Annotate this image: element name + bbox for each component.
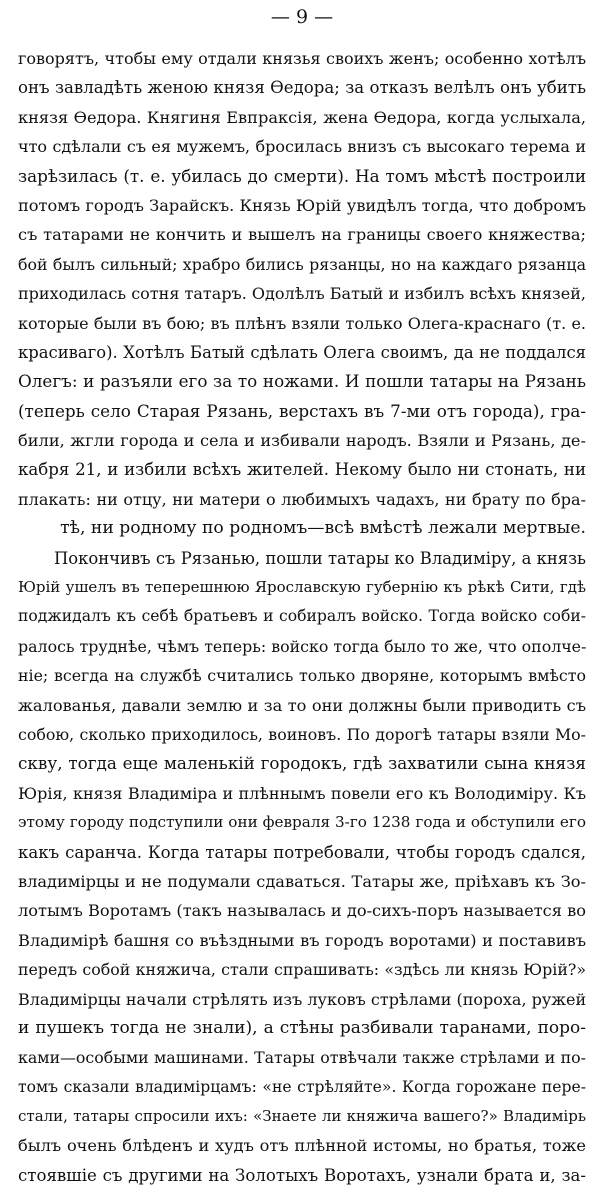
text-line: которые были въ бою; въ плѣнъ взяли только Олега-краснаго (т. е. [18,313,586,333]
text-line: томъ сказали владимірцамъ: «не стрѣляйте». Когда горожане пере- [18,1077,586,1096]
text-line: Владимірцы начали стрѣлять изъ луковъ стрѣлами (пороха, ружей [18,989,586,1009]
text-line: Юрія, князя Владиміра и плѣннымъ повели его къ Володиміру. Къ [18,783,586,803]
text-line: и пушекъ тогда не знали), а стѣны разбивали таранами, поро- [18,1017,586,1038]
text-line: ками—особыми машинами. Татары отвѣчали также стрѣлами и по- [18,1048,586,1068]
text-line: ралось труднѣе, чѣмъ теперь: войско тогда было то же, что ополче- [18,636,586,656]
text-line: онъ завладѣть женою князя Ѳедора; за отказъ велѣлъ онъ убить [18,78,586,98]
text-line: (теперь село Старая Рязань, верстахъ въ 7-ми отъ города), гра- [18,400,586,421]
page-number: — 9 — [270,6,334,28]
text-line: скву, тогда еще маленькій городокъ, гдѣ захватили сына князя [18,753,586,774]
text-line: приходилась сотня татаръ. Одолѣлъ Батый и избилъ всѣхъ князей, [18,284,586,304]
text-line: зарѣзилась (т. е. убилась до смерти). На томъ мѣстѣ построили [18,165,586,186]
text-line: потомъ городъ Зарайскъ. Князь Юрій увидѣлъ тогда, что добромъ [18,195,586,215]
text-line: передъ собой княжича, стали спрашивать: «здѣсь ли князь Юрій?» [18,960,586,980]
text-line: поджидалъ къ себѣ братьевъ и собиралъ войско. Тогда войско соби- [18,607,586,626]
text-line: Покончивъ съ Рязанью, пошли татары ко Владиміру, а князь [54,548,586,568]
text-line: князя Ѳедора. Княгиня Евпраксія, жена Ѳедора, когда услыхала, [18,107,586,127]
text-line: стоявшіе съ другими на Золотыхъ Воротахъ, узнали брата и, за- [18,1165,586,1185]
text-line: красиваго). Хотѣлъ Батый сдѣлать Олега своимъ, да не поддался [18,342,586,362]
text-line: что сдѣлали съ ея мужемъ, бросилась внизъ съ высокаго терема и [18,137,586,157]
text-line: владимірцы и не подумали сдаваться. Татары же, пріѣхавъ къ Зо- [18,871,586,891]
text-line: кабря 21, и избили всѣхъ жителей. Некому было ни стонать, ни [18,460,586,480]
text-line: какъ саранча. Когда татары потребовали, чтобы городъ сдался, [18,842,586,862]
text-line: жалованья, давали землю и за то они должны были приводить съ [18,695,586,715]
text-line: тѣ, ни родному по родномъ—всѣ вмѣстѣ лежали мертвые. [60,518,586,539]
text-line: Владимірѣ башня со въѣздными въ городъ воротами) и поставивъ [18,930,586,950]
text-line: ніе; всегда на службѣ считались только дворяне, которымъ вмѣсто [18,666,586,686]
text-line: стали, татары спросили ихъ: «Знаете ли княжича вашего?» Владимірь [18,1107,586,1126]
text-line: били, жгли города и села и избивали народъ. Взяли и Рязань, де- [18,431,586,451]
text-line: этому городу подступили они февраля 3-го 1238 года и обступили его [18,813,586,832]
text-line: Олегъ: и разъяли его за то ножами. И пошли татары на Рязань [18,371,586,392]
text-line: Юрій ушелъ въ теперешнюю Ярославскую губернію къ рѣкѣ Сити, гдѣ [18,578,586,597]
text-line: говорятъ, чтобы ему отдали князья своихъ женъ; особенно хотѣлъ [18,49,586,68]
text-line: съ татарами не кончить и вышелъ на границы своего княжества; [18,225,586,245]
text-line: бой былъ сильный; храбро бились рязанцы, но на каждаго рязанца [18,254,586,274]
text-line: былъ очень блѣденъ и худъ отъ плѣнной истомы, но братья, тоже [18,1136,586,1156]
body-text [18,44,586,1190]
text-line: собою, сколько приходилось, воиновъ. По дорогѣ татары взяли Мо- [18,724,586,744]
text-line: лотымъ Воротамъ (такъ называлась и до-сихъ-поръ называется во [18,901,586,921]
text-line: плакать: ни отцу, ни матери о любимыхъ чадахъ, ни брату по брa- [18,489,586,509]
